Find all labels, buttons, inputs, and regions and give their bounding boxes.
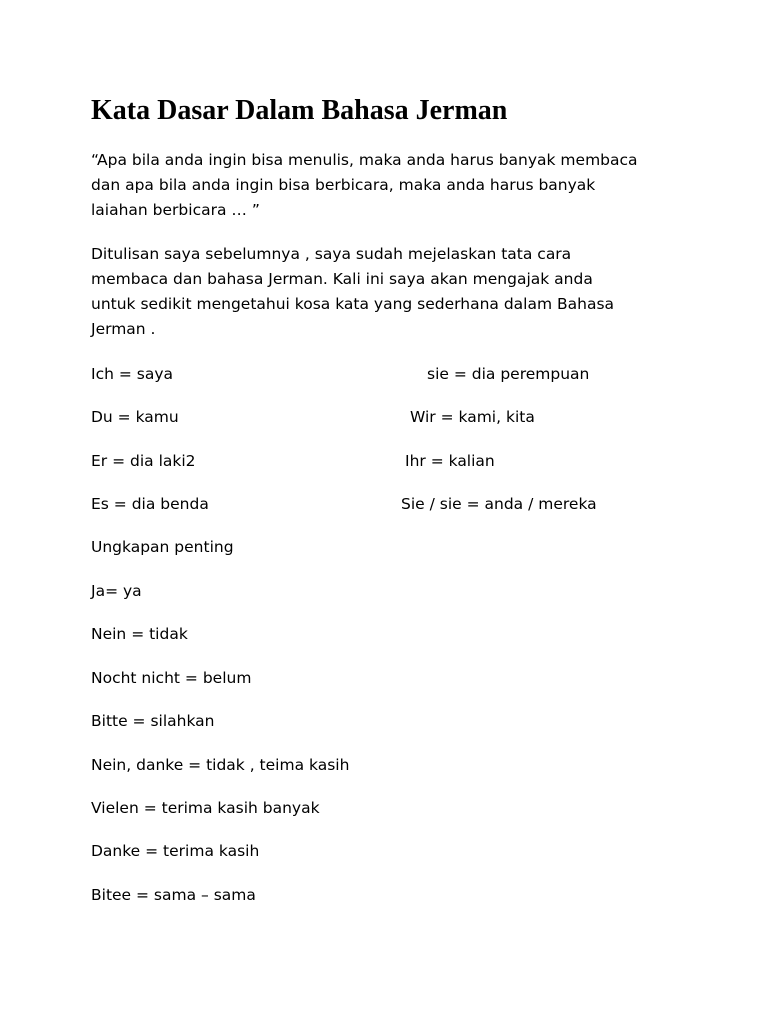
phrase-item: Nein, danke = tidak , teima kasih <box>91 755 350 774</box>
phrases-heading: Ungkapan penting <box>91 538 234 556</box>
quote-line: dan apa bila anda ingin bisa berbicara, maka anda harus banyak <box>91 176 596 194</box>
quote-paragraph <box>91 148 638 223</box>
pronoun-left: Ich = saya <box>91 365 174 383</box>
phrase-item: Bitee = sama – sama <box>91 885 256 904</box>
intro-line: membaca dan bahasa Jerman. Kali ini saya akan mengajak anda <box>91 270 593 288</box>
phrase-item: Nein = tidak <box>91 625 188 644</box>
pronoun-left: Du = kamu <box>91 408 179 426</box>
phrase-item: Ja= ya <box>91 582 142 600</box>
intro-line: Jerman . <box>91 320 156 338</box>
phrase-item: Bitte = silahkan <box>91 712 215 731</box>
intro-paragraph <box>91 242 614 342</box>
phrase-list <box>91 581 349 928</box>
pronoun-left: Er = dia laki2 <box>91 452 196 470</box>
pronoun-left: Es = dia benda <box>91 495 209 513</box>
phrase-item: Danke = terima kasih <box>91 842 260 861</box>
pronoun-right: Ihr = kalian <box>405 452 495 470</box>
phrase-item: Nocht nicht = belum <box>91 668 252 687</box>
phrase-item: Vielen = terima kasih banyak <box>91 798 320 817</box>
quote-line: laiahan berbicara … ” <box>91 201 260 219</box>
pronoun-right: sie = dia perempuan <box>427 365 590 383</box>
quote-line: “Apa bila anda ingin bisa menulis, maka anda harus banyak membaca <box>91 151 638 169</box>
intro-line: untuk sedikit mengetahui kosa kata yang sederhana dalam Bahasa <box>91 295 615 313</box>
intro-line: Ditulisan saya sebelumnya , saya sudah mejelaskan tata cara <box>91 245 572 263</box>
pronoun-right: Wir = kami, kita <box>410 408 535 426</box>
document-title: Kata Dasar Dalam Bahasa Jerman <box>91 95 508 126</box>
pronoun-right: Sie / sie = anda / mereka <box>401 495 597 513</box>
